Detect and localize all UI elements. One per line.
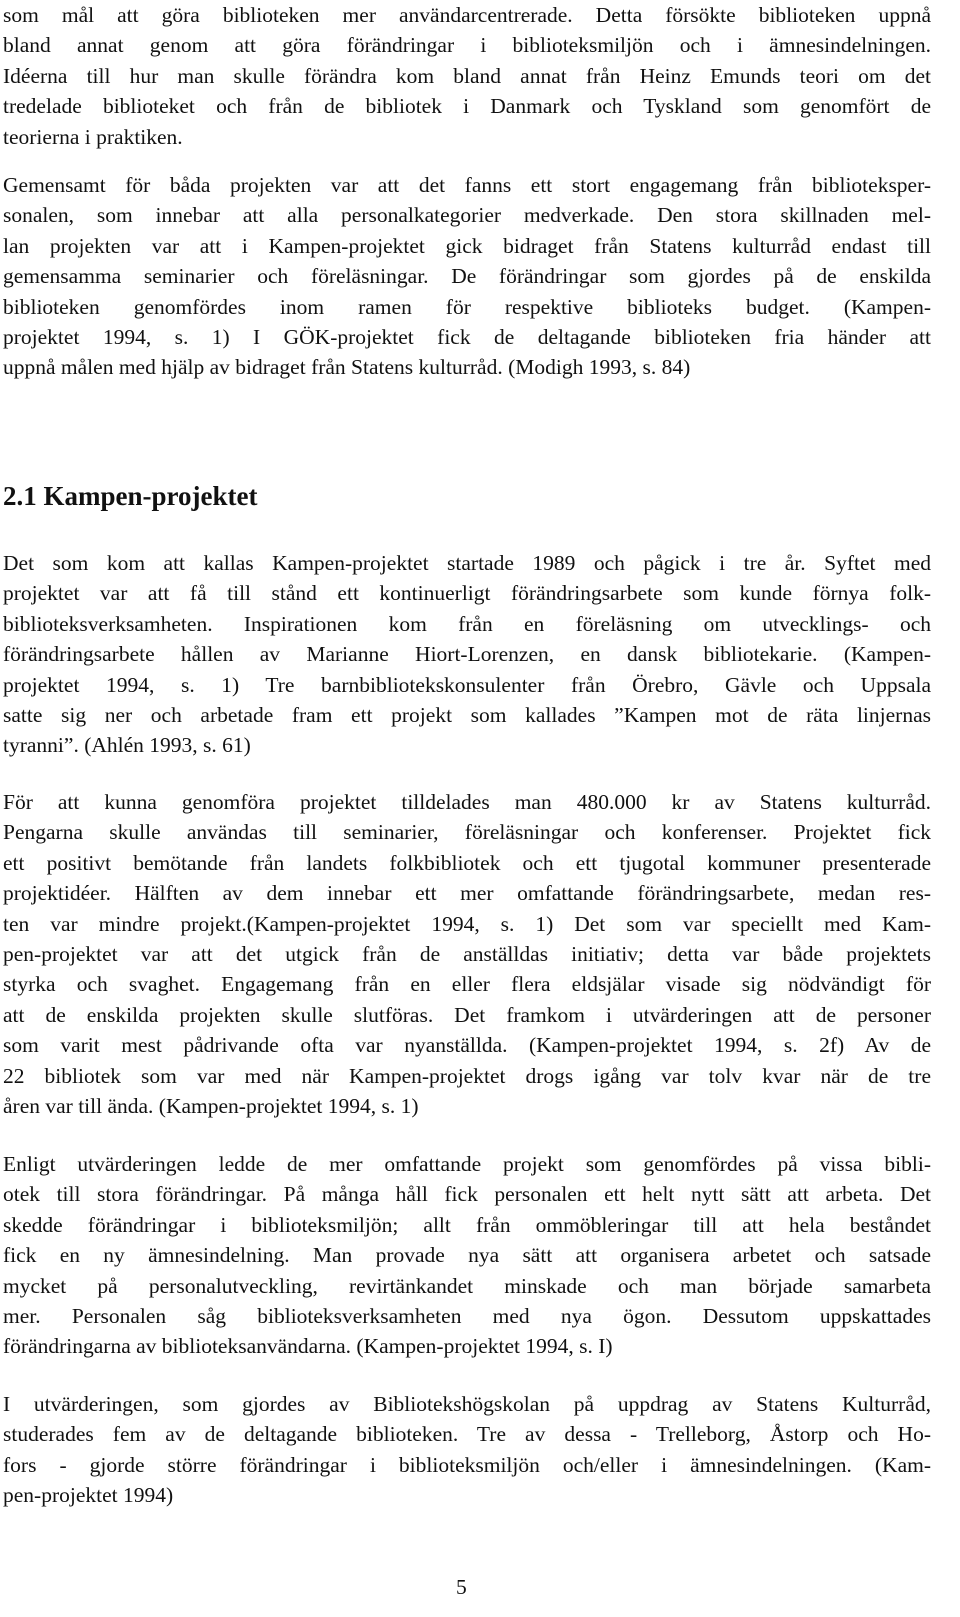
- text-line: För att kunna genomföra projektet tilldelades man 480.000 kr av Statens kulturråd.: [3, 790, 931, 814]
- text-line: mer. Personalen såg biblioteksverksamheten med nya ögon. Dessutom uppskattades: [3, 1303, 931, 1328]
- text-line: projektet 1994, s. 1) I GÖK-projektet fick de deltagande biblioteken fria händer att: [3, 324, 931, 349]
- text-line: biblioteken genomfördes inom ramen för respektive biblioteks budget. (Kampen-: [3, 294, 931, 319]
- text-line: styrka och svaghet. Engagemang från en eller flera eldsjälar visade sig nödvändigt för: [3, 972, 931, 997]
- text-line: förändringsarbete hållen av Marianne Hiort-Lorenzen, en dansk bibliotekarie. (Kampen-: [3, 642, 931, 667]
- text-line: Enligt utvärderingen ledde de mer omfattande projekt som genomfördes på vissa bibli-: [3, 1152, 931, 1176]
- paragraph-comparison: [3, 170, 931, 383]
- text-line: fick en ny ämnesindelning. Man provade nya sätt att organisera arbetet och satsade: [3, 1243, 931, 1268]
- text-line: Pengarna skulle användas till seminarier, föreläsningar och konferenser. Projektet fick: [3, 820, 931, 845]
- text-line: gemensamma seminarier och föreläsningar. De förändringar som gjordes på de enskilda: [3, 264, 931, 289]
- text-line: pen-projektet 1994): [3, 1483, 174, 1508]
- paragraph-intro-continued: [3, 0, 931, 152]
- text-line: studerades fem av de deltagande biblioteken. Tre av dessa - Trelleborg, Åstorp och Ho-: [3, 1422, 931, 1447]
- section-heading: 2.1 Kampen-projektet: [3, 481, 258, 511]
- page-number: 5: [456, 1575, 467, 1599]
- text-line: sonalen, som innebar att alla personalkategorier medverkade. Den stora skillnaden mel-: [3, 203, 931, 228]
- text-line: I utvärderingen, som gjordes av Bibliotekshögskolan på uppdrag av Statens Kulturråd,: [3, 1392, 931, 1416]
- text-line: Det som kom att kallas Kampen-projektet startade 1989 och pågick i tre år. Syftet med: [3, 551, 931, 575]
- text-line: lan projekten var att i Kampen-projektet gick bidraget från Statens kulturråd endast till: [3, 233, 931, 258]
- text-line: tredelade biblioteket och från de bibliotek i Danmark och Tyskland som genomfört de: [3, 94, 931, 119]
- text-line: projektidéer. Hälften av dem innebar ett mer omfattande förändringsarbete, medan res-: [3, 881, 931, 906]
- text-line: 22 bibliotek som var med när Kampen-projektet drogs igång var tolv kvar när de tre: [3, 1063, 931, 1088]
- text-line: mycket på personalutveckling, revirtänkandet minskade och man började samarbeta: [3, 1273, 931, 1298]
- text-line: biblioteksverksamheten. Inspirationen kom från en föreläsning om utvecklings- och: [3, 611, 931, 636]
- text-line: pen-projektet var att det utgick från de anställdas initiativ; detta var både projektets: [3, 941, 931, 966]
- text-line: projektet 1994, s. 1) Tre barnbibliotekskonsulenter från Örebro, Gävle och Uppsala: [3, 672, 931, 697]
- text-line: teorierna i praktiken.: [3, 124, 183, 149]
- paragraph-evaluation-results: [3, 1149, 931, 1362]
- text-line: projektet var att få till stånd ett kontinuerligt förändringsarbete som kunde förnya folk-: [3, 581, 931, 606]
- text-line: Idéerna till hur man skulle förändra kom bland annat från Heinz Emunds teori om det: [3, 63, 931, 88]
- text-line: ten var mindre projekt.(Kampen-projektet 1994, s. 1) Det som var speciellt med Kam-: [3, 911, 931, 936]
- text-line: åren var till ända. (Kampen-projektet 1994, s. 1): [3, 1093, 419, 1118]
- paragraph-section-intro: [3, 548, 931, 761]
- text-line: uppnå målen med hjälp av bidraget från Statens kulturråd. (Modigh 1993, s. 84): [3, 355, 691, 380]
- paragraph-evaluation-study: [3, 1389, 931, 1511]
- text-line: förändringarna av biblioteksanvändarna. (Kampen-projektet 1994, s. I): [3, 1334, 613, 1359]
- text-line: fors - gjorde större förändringar i biblioteksmiljön och/eller i ämnesindelningen. (Kam-: [3, 1452, 931, 1477]
- text-line: som mål att göra biblioteken mer användarcentrerade. Detta försökte biblioteken uppnå: [3, 3, 931, 27]
- text-line: satte sig ner och arbetade fram ett projekt som kallades ”Kampen mot de räta linjernas: [3, 702, 931, 727]
- text-line: ett positivt bemötande från landets folkbibliotek och ett tjugotal kommuner presenterade: [3, 850, 931, 875]
- text-line: otek till stora förändringar. På många håll fick personalen ett helt nytt sätt att arbeta. Det: [3, 1182, 931, 1207]
- text-line: som varit mest pådrivande ofta var nyanställda. (Kampen-projektet 1994, s. 2f) Av de: [3, 1033, 931, 1058]
- text-line: tyranni”. (Ahlén 1993, s. 61): [3, 733, 251, 758]
- text-line: att de enskilda projekten skulle slutföras. Det framkom i utvärderingen att de personer: [3, 1002, 931, 1027]
- text-line: Gemensamt för båda projekten var att det fanns ett stort engagemang från biblioteksper-: [3, 173, 931, 197]
- paragraph-funding: [3, 787, 931, 1121]
- text-line: bland annat genom att göra förändringar i biblioteksmiljön och i ämnesindelningen.: [3, 33, 931, 58]
- text-line: skedde förändringar i biblioteksmiljön; allt från ommöbleringar till att hela beståndet: [3, 1212, 931, 1237]
